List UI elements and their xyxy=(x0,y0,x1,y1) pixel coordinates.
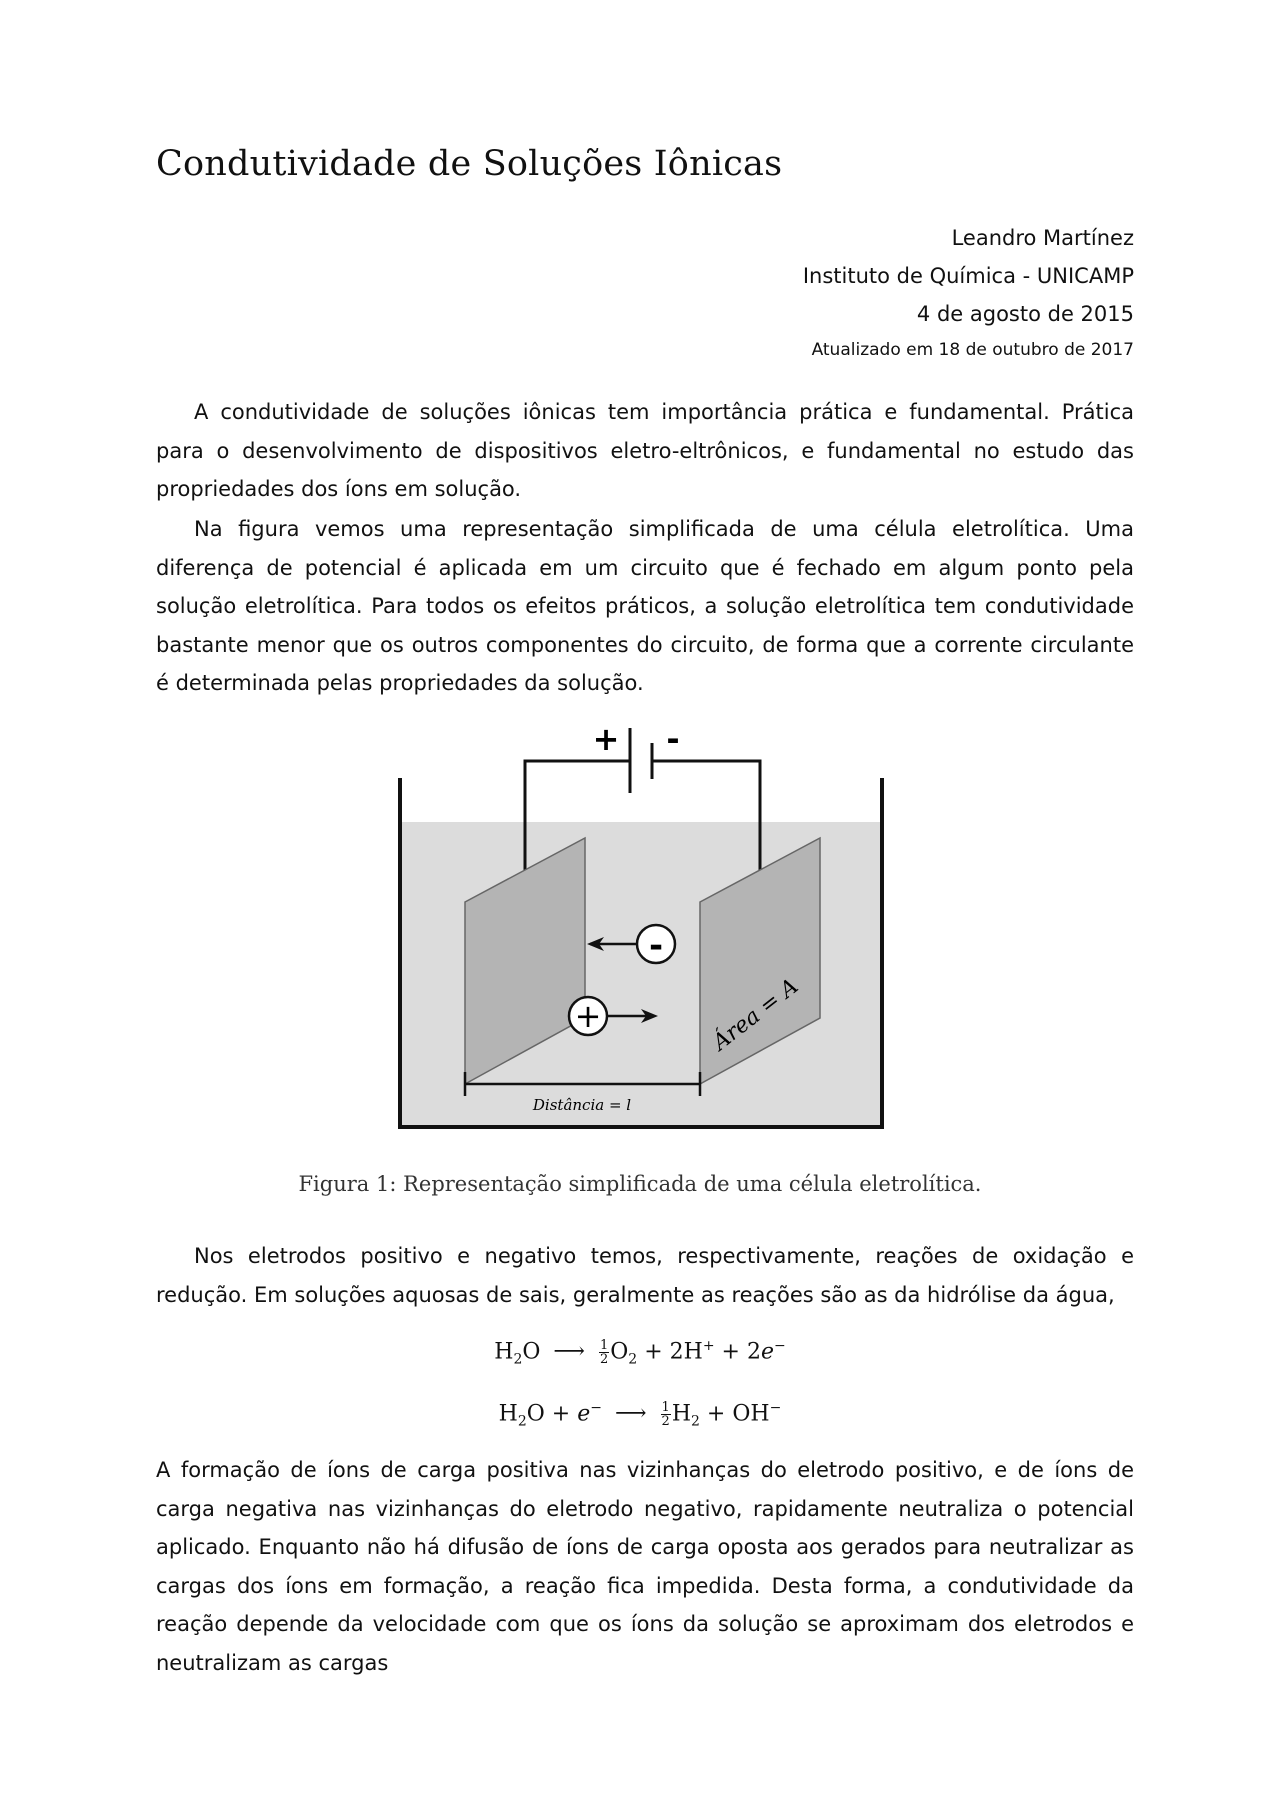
paragraph-4: A formação de íons de carga positiva nas vizinhanças do eletrodo positivo, e de íons de carga negativa nas vizinhanças do eletrodo negativo, rapidamente neutraliza o potencial aplicado. Enquanto não há difusão de íons de carga oposta aos gerados para neutralizar as cargas dos íons em formação, a reação fica impedida. Desta forma, a condutividade da reação depende da velocidade com que os íons da solução se aproximam dos eletrodos e neutralizam as cargas xyxy=(156,1458,1134,1675)
date: 4 de agosto de 2015 xyxy=(916,302,1134,326)
equation-water-reduction: $H_2O + e^-$ ⟶ $\frac{1}{2}$ $H_2 + OH^-$ xyxy=(498,1399,782,1430)
distance-label: Distância = l xyxy=(532,1096,632,1114)
battery-minus-label: - xyxy=(666,728,680,758)
area-label: Área = A xyxy=(708,973,804,1056)
battery-plus-label: + xyxy=(592,728,620,758)
figure-caption: Figura 1: Representação simplificada de uma célula eletrolítica. xyxy=(298,1172,982,1196)
cation-sign: + xyxy=(574,997,602,1035)
equation-water-oxidation: $H_2O$ ⟶ $\frac{1}{2}$ $O_2 + 2H^+ + 2e^-$ xyxy=(494,1337,786,1368)
institution: Instituto de Química - UNICAMP xyxy=(802,264,1134,288)
paragraph-2: Na figura vemos uma representação simplificada de uma célula eletrolítica. Uma diferença de potencial é aplicada em um circuito que é fechado em algum ponto pela solução eletrolítica. Para todos os efeitos práticos, a solução eletrolítica tem condutividade bastante menor que os outros componentes do circuito, de forma que a corrente circulante é determinada pelas propriedades da solução. xyxy=(156,517,1134,695)
electrolytic-cell-figure xyxy=(390,728,900,1136)
paragraph-1: A condutividade de soluções iônicas tem importância prática e fundamental. Prática para o desenvolvimento de dispositivos eletro-eltrônicos, e fundamental no estudo das propriedades dos íons em solução. xyxy=(156,400,1134,501)
anion-sign: - xyxy=(648,926,664,966)
updated-date: Atualizado em 18 de outubro de 2017 xyxy=(811,340,1134,360)
paragraph-3: Nos eletrodos positivo e negativo temos, respectivamente, reações de oxidação e redução. Em soluções aquosas de sais, geralmente as reações são as da hidrólise da água, xyxy=(156,1244,1134,1307)
document-title: Condutividade de Soluções Iônicas xyxy=(156,144,783,184)
author: Leandro Martínez xyxy=(951,226,1134,250)
